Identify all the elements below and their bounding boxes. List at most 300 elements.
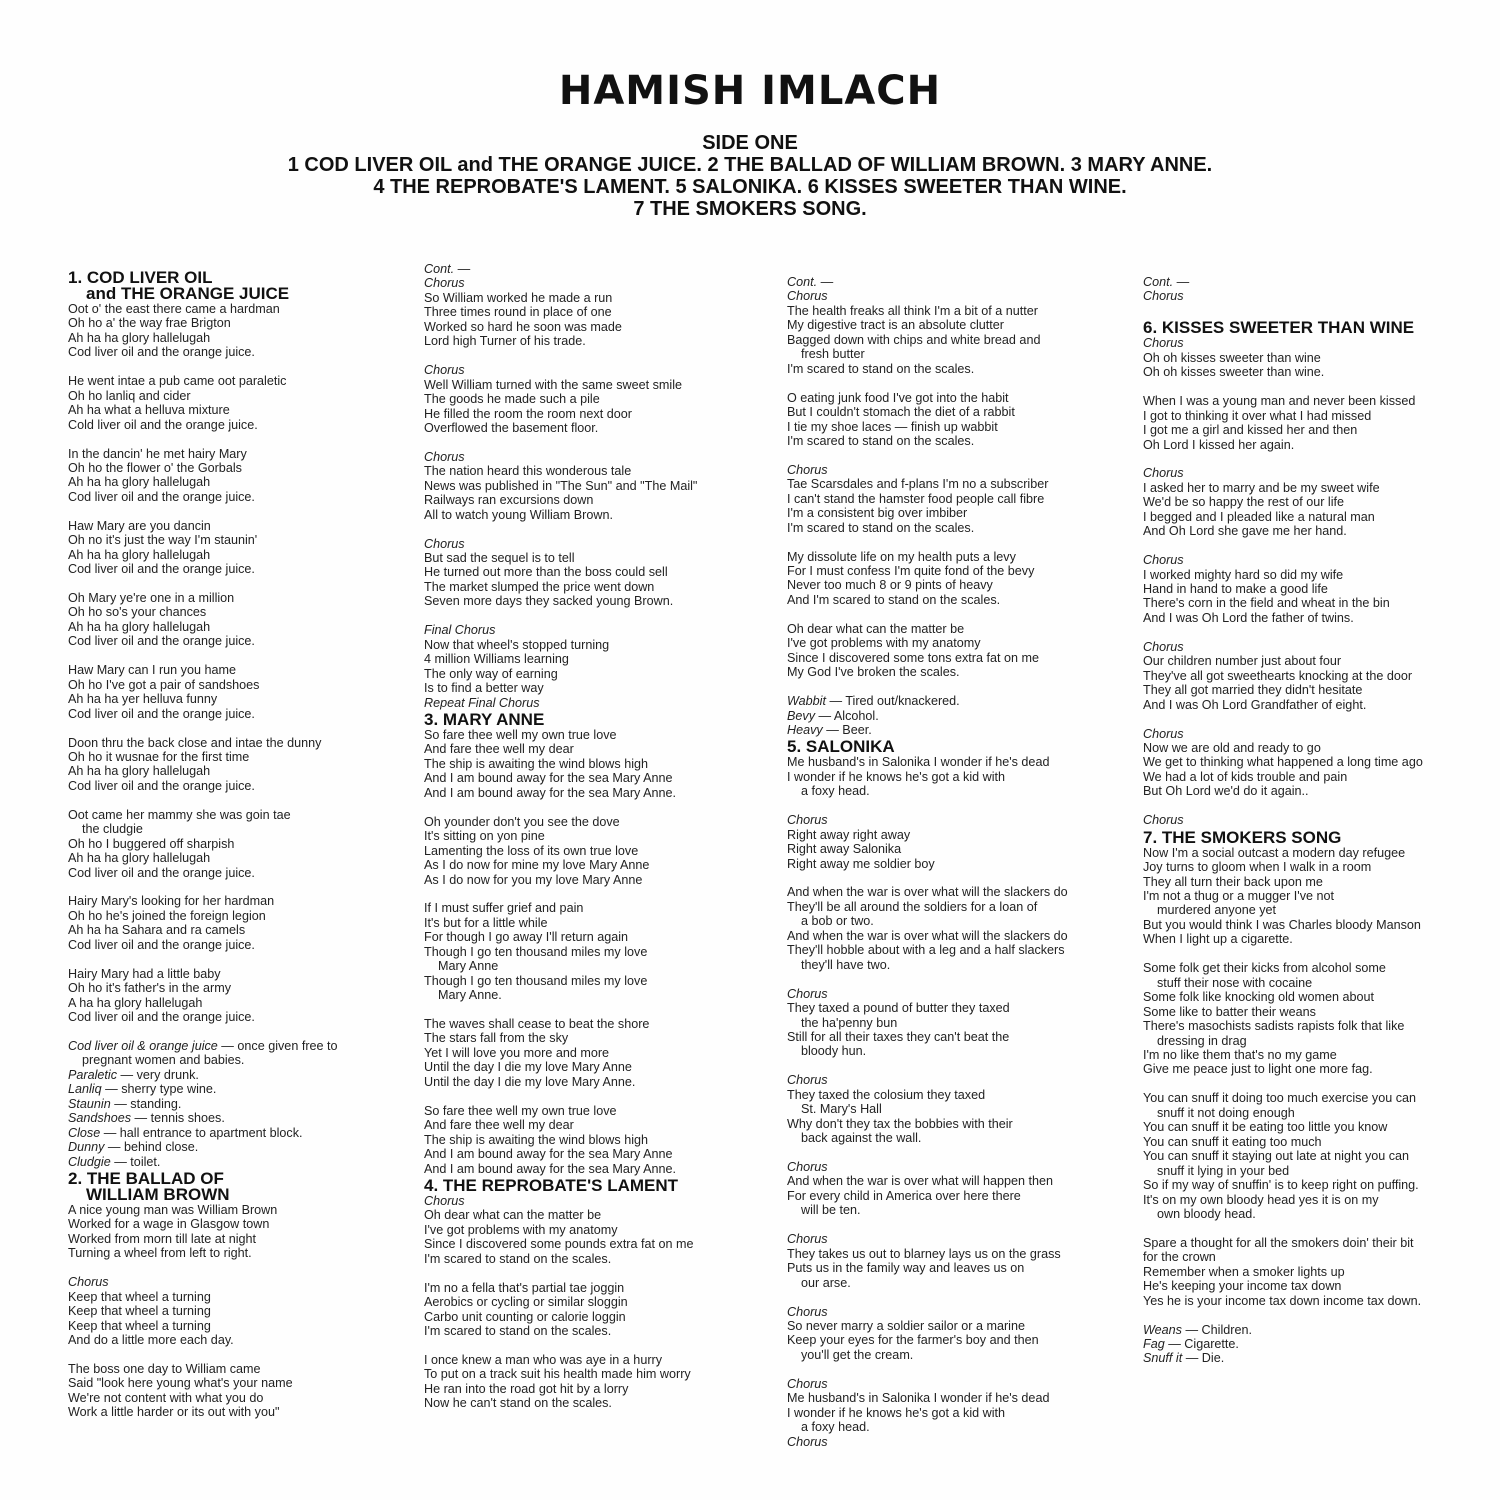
lyric-line: own bloody head. [1157,1206,1256,1221]
lyric-line: Ah ha ha glory hallelugah [68,619,211,634]
glossary-definition: — Die. [1182,1351,1225,1366]
lyric-line: A nice young man was William Brown [68,1203,278,1218]
lyric-line: We get to thinking what happened a long time ago [1143,755,1423,770]
song-title [424,1175,769,1195]
lyric-line: Oot o' the east there came a hardman [68,302,280,316]
lyric-line: Me husband's in Salonika I wonder if he's dead [787,1391,1050,1406]
stanza-gap [424,1266,769,1280]
stanza-gap [787,1059,1132,1073]
lyric-line: The ship is awaiting the wind blows high [424,756,649,771]
lyric-note: Chorus [1143,726,1184,741]
stanza-gap [424,800,769,814]
lyric-line: News was published in "The Sun" and "The Mail" [424,478,698,493]
stanza-gap [787,1218,1132,1232]
lyric-line: Until the day I die my love Mary Anne [424,1060,632,1075]
lyric-line: Ah ha ha yer helluva funny [68,692,218,707]
lyric-line: I've got problems with my anatomy [787,636,981,651]
lyric-note: Chorus [1143,289,1184,304]
lyric-line: I'm scared to stand on the scales. [424,1251,612,1266]
stanza-gap [424,887,769,901]
lyric-line: I'm no like them that's no my game [1143,1047,1337,1062]
lyric-line: Oh no it's just the way I'm staunin' [68,533,258,548]
lyric-line: Cod liver oil and the orange juice. [68,562,255,577]
lyric-line: Right away me soldier boy [787,856,935,871]
lyric-line: Aerobics or cycling or similar sloggin [424,1295,628,1310]
glossary-entry [68,1097,413,1111]
glossary-definition: — Alcohol. [815,708,879,723]
lyric-line: And when the war is over what will the slackers do [787,928,1068,943]
lyric-line: Keep that wheel a turning [68,1289,211,1304]
lyric-line: Though I go ten thousand miles my love [424,973,648,988]
lyric-line: We'd be so happy the rest of our life [1143,495,1344,510]
song-title-line: WILLIAM BROWN [86,1185,230,1205]
glossary-definition: — hall entrance to apartment block. [100,1125,303,1140]
stanza-gap [787,972,1132,986]
track-list-line: 4 THE REPROBATE'S LAMENT. 5 SALONIKA. 6 KISSES SWEETER THAN WINE. [373,176,1127,198]
stanza-gap [424,349,769,363]
lyric-line: Until the day I die my love Mary Anne. [424,1074,636,1089]
lyric-note: Chorus [787,1160,828,1175]
lyric-line: snuff it lying in your bed [1157,1163,1290,1178]
lyric-line: I wonder if he knows he's got a kid with [787,769,1006,784]
lyric-line: And I was Oh Lord the father of twins. [1143,610,1354,625]
lyric-line: Yet I will love you more and more [424,1045,610,1060]
song-title [787,739,1132,755]
lyric-line: They'll hobble about with a leg and a half slackers [787,943,1065,958]
song-title-line: 4. THE REPROBATE'S LAMENT [424,1175,679,1195]
lyric-line: the cludgie [82,822,143,837]
glossary-entry [1143,1351,1488,1365]
lyric-line: Since I discovered some pounds extra fat on me [424,1237,694,1252]
lyric-line: Puts us in the family way and leaves us on [787,1261,1025,1276]
lyric-line: Cod liver oil and the orange juice. [68,865,255,880]
lyric-line: To put on a track suit his health made him worry [424,1367,691,1382]
song-title [68,1171,413,1203]
lyric-note: Chorus [787,986,828,1001]
lyric-line: And do a little more each day. [68,1333,234,1348]
stanza-gap [68,577,413,591]
lyric-line: He turned out more than the boss could sell [424,565,668,580]
lyric-line: Lamenting the loss of its own true love [424,843,639,858]
lyric-line: I tie my shoe laces — finish up wabbit [787,419,998,434]
lyric-line: Since I discovered some tons extra fat on me [787,650,1039,665]
lyric-line: Hairy Mary had a little baby [68,966,221,981]
lyric-note: Chorus [1143,336,1184,351]
stanza-gap [68,880,413,894]
song-title-line: 1. COD LIVER OIL [68,268,213,287]
lyric-line: Is to find a better way [424,681,544,696]
lyric-line: I wonder if he knows he's got a kid with [787,1405,1006,1420]
lyric-line: Ah ha ha Sahara and ra camels [68,923,246,938]
lyric-line: A ha ha glory hallelugah [68,995,203,1010]
lyric-note: Repeat Final Chorus [424,695,540,710]
lyric-line: The market slumped the price went down [424,579,655,594]
glossary-term: Cod liver oil & orange juice [68,1038,218,1053]
stanza-gap [1143,1077,1488,1091]
track-list-line: 1 COD LIVER OIL and THE ORANGE JUICE. 2 THE BALLAD OF WILLIAM BROWN. 3 MARY ANNE. [287,154,1213,176]
lyric-note: Chorus [787,1304,828,1319]
stanza-gap [787,680,1132,694]
song-title [68,270,413,302]
lyric-line: I'm scared to stand on the scales. [787,520,975,535]
stanza-gap [68,793,413,807]
lyric-line: So fare thee well my own true love [424,727,617,742]
lyric-line: Spare a thought for all the smokers doin' their bit [1143,1235,1414,1250]
lyric-line: The nation heard this wonderous tale [424,464,632,479]
glossary-term: Wabbit [787,694,826,709]
glossary-term: Dunny [68,1140,105,1155]
lyric-line: our arse. [801,1275,851,1290]
lyric-line: Ah ha ha glory hallelugah [68,851,211,866]
lyric-line: Right away right away [787,827,911,842]
lyric-line: Keep that wheel a turning [68,1304,211,1319]
lyric-line: I asked her to marry and be my sweet wife [1143,480,1380,495]
lyric-line: Now he can't stand on the scales. [424,1396,612,1411]
lyric-note: Chorus [1143,466,1184,481]
stanza-gap [1143,452,1488,466]
lyric-line: But you would think I was Charles bloody Manson [1143,917,1421,932]
lyric-line: It's on my own bloody head yes it is on my [1143,1192,1379,1207]
glossary-entry [787,694,1132,708]
stanza-gap [68,1348,413,1362]
glossary-definition: — Cigarette. [1164,1337,1239,1351]
lyric-note: Chorus [424,449,465,464]
lyric-line: My dissolute life on my health puts a levy [787,549,1016,564]
lyric-line: Keep that wheel a turning [68,1318,211,1333]
lyric-line: They'll be all around the soldiers for a loan of [787,899,1038,914]
glossary-term: Lanliq [68,1082,102,1097]
lyric-line: Some like to batter their weans [1143,1004,1316,1019]
song-title [424,709,769,729]
lyric-line: Cod liver oil and the orange juice. [68,634,255,649]
lyric-line: For I must confess I'm quite fond of the bevy [787,564,1035,579]
song-title-line: 2. THE BALLAD OF [68,1169,224,1189]
lyric-line: The stars fall from the sky [424,1031,569,1046]
stanza-gap [1143,539,1488,553]
lyric-line: Remember when a smoker lights up [1143,1264,1345,1279]
lyric-line: So never marry a soldier sailor or a marine [787,1318,1025,1333]
lyric-line: I'm not a thug or a mugger I've not [1143,889,1335,904]
lyric-line: Oh ho it wusnae for the first time [68,749,250,764]
lyric-line: Oh ho it's father's in the army [68,981,231,996]
lyric-line: I'm scared to stand on the scales. [787,361,975,376]
lyric-line: Well William turned with the same sweet smile [424,377,683,392]
lyric-line: Oh oh kisses sweeter than wine [1143,350,1321,365]
lyric-line: bloody hun. [801,1044,867,1059]
lyric-line: Still for all their taxes they can't beat the [787,1029,1010,1044]
lyric-line: Turning a wheel from left to right. [68,1246,252,1261]
glossary-definition: — tennis shoes. [131,1111,225,1126]
lyric-line: I got to thinking it over what I had missed [1143,408,1372,423]
glossary-entry [68,1126,413,1140]
lyric-line: pregnant women and babies. [82,1053,245,1068]
lyric-line: Worked from morn till late at night [68,1231,257,1246]
lyric-line: They taxed the colosium they taxed [787,1087,986,1102]
lyric-line: fresh butter [801,347,865,362]
glossary-definition: — Children. [1181,1322,1252,1337]
lyric-line: They taxed a pound of butter they taxed [787,1001,1010,1016]
glossary-term: Snuff it [1143,1351,1183,1366]
lyric-line: Ah ha ha glory hallelugah [68,547,211,562]
lyric-line: Seven more days they sacked young Brown. [424,594,674,609]
lyric-line: My digestive tract is an absolute clutter [787,318,1004,333]
stanza-gap [424,1338,769,1352]
lyric-line: It's sitting on yon pine [424,829,545,844]
stanza-gap [68,504,413,518]
lyric-line: Some folk like knocking old women about [1143,990,1375,1005]
stanza-gap [68,360,413,374]
lyrics-column-3 [787,275,1132,1449]
lyric-note: Chorus [787,289,828,304]
lyric-line: Cold liver oil and the orange juice. [68,417,258,432]
lyric-note: Cont. — [424,262,471,276]
stanza-gap [424,609,769,623]
stanza-gap [787,376,1132,390]
stanza-gap [68,1025,413,1039]
glossary-entry [1143,1323,1488,1337]
lyric-line: Three times round in place of one [424,305,612,320]
glossary-term: Staunin [68,1096,111,1111]
stanza-gap [1143,712,1488,726]
song-title-line: 3. MARY ANNE [424,709,545,729]
lyric-line: Oh dear what can the matter be [424,1208,602,1223]
album-title: HAMISH IMLACH [558,68,942,114]
lyric-line: a foxy head. [801,1420,870,1435]
stanza-gap [68,952,413,966]
lyrics-column-4 [1143,275,1488,1366]
lyric-line: But Oh Lord we'd do it again.. [1143,784,1309,799]
lyric-note: Chorus [424,363,465,378]
stanza-gap [787,1362,1132,1376]
lyric-line: The ship is awaiting the wind blows high [424,1132,649,1147]
lyric-note: Chorus [787,1232,828,1247]
lyric-line: For though I go away I'll return again [424,930,629,945]
lyric-line: I'm a consistent big over imbiber [787,506,968,521]
lyric-line: When I was a young man and never been kissed [1143,394,1416,409]
lyric-line: Now we are old and ready to go [1143,740,1321,755]
lyric-line: Me husband's in Salonika I wonder if he's dead [787,755,1050,770]
lyric-line: And fare thee well my dear [424,742,574,757]
lyric-note: Chorus [1143,813,1184,828]
lyric-line: Bagged down with chips and white bread and [787,332,1041,347]
lyric-line: Oh younder don't you see the dove [424,814,620,829]
lyric-note: Chorus [1143,639,1184,654]
lyric-line: stuff their nose with cocaine [1157,975,1313,990]
glossary-entry [68,1155,413,1169]
lyric-line: Said "look here young what's your name [68,1376,293,1391]
lyric-line: Carbo unit counting or calorie loggin [424,1309,626,1324]
lyric-line: back against the wall. [801,1131,922,1146]
glossary-definition: — standing. [110,1096,182,1111]
lyric-line: And I am bound away for the sea Mary Anne [424,771,673,786]
lyric-line: If I must suffer grief and pain [424,901,584,916]
glossary-entry [68,1068,413,1082]
lyric-line: Cod liver oil and the orange juice. [68,489,255,504]
glossary-entry [68,1082,413,1096]
stanza-gap [1143,1221,1488,1235]
lyric-line: I'm scared to stand on the scales. [787,433,975,448]
lyric-line: All to watch young William Brown. [424,507,613,522]
glossary-term: Cludgie [68,1154,111,1169]
lyric-line: Mary Anne. [438,988,502,1003]
lyric-line: Oh Lord I kissed her again. [1143,437,1295,452]
lyric-line: Our children number just about four [1143,654,1342,669]
glossary-term: Close [68,1125,101,1140]
lyric-line: Oh ho I buggered off sharpish [68,836,235,851]
lyric-line: They takes us out to blarney lays us on the grass [787,1246,1061,1261]
stanza-gap [68,1261,413,1275]
lyric-line: But sad the sequel is to tell [424,551,575,566]
lyric-line: Overflowed the basement floor. [424,420,599,435]
lyric-note: Chorus [424,536,465,551]
lyric-line: Haw Mary are you dancin [68,518,211,533]
lyric-line: You can snuff it be eating too little you know [1143,1120,1388,1135]
lyric-line: for the crown [1143,1250,1216,1265]
lyric-line: When I light up a cigarette. [1143,932,1293,947]
lyric-line: And I'm scared to stand on the scales. [787,592,1001,607]
lyric-line: Now I'm a social outcast a modern day refugee [1143,845,1406,860]
track-list-line: 7 THE SMOKERS SONG. [633,198,867,220]
lyric-line: Never too much 8 or 9 pints of heavy [787,578,993,593]
lyric-line: Oh ho he's joined the foreign legion [68,908,266,923]
lyric-line: Oh Mary ye're one in a million [68,591,235,605]
lyric-line: snuff it not doing enough [1157,1105,1295,1120]
stanza-gap [1143,304,1488,318]
lyric-line: Keep your eyes for the farmer's boy and then [787,1333,1039,1348]
lyric-line: They all turn their back upon me [1143,874,1323,889]
lyric-line: Some folk get their kicks from alcohol some [1143,961,1386,976]
lyric-note: Chorus [787,813,828,828]
stanza-gap [68,721,413,735]
lyric-line: The only way of earning [424,666,558,681]
glossary-definition: — behind close. [104,1140,199,1155]
lyric-line: 4 million Williams learning [424,652,569,667]
lyric-line: We had a lot of kids trouble and pain [1143,769,1348,784]
lyric-line: And I am bound away for the sea Mary Anne. [424,1161,677,1176]
glossary-term: Sandshoes [68,1111,132,1126]
lyric-line: Now that wheel's stopped turning [424,637,610,652]
lyric-line: they'll have two. [801,957,891,972]
lyric-line: I can't stand the hamster food people call fibre [787,491,1045,506]
lyric-line: murdered anyone yet [1157,903,1277,918]
lyric-line: We're not content with what you do [68,1390,264,1405]
lyric-line: I once knew a man who was aye in a hurry [424,1352,663,1367]
lyric-line: The waves shall cease to beat the shore [424,1017,650,1031]
lyric-line: Cod liver oil and the orange juice. [68,937,255,952]
stanza-gap [787,1146,1132,1160]
stanza-gap [68,649,413,663]
lyric-line: Hand in hand to make a good life [1143,582,1328,596]
lyric-line: Cod liver oil and the orange juice. [68,345,255,360]
lyric-line: Oh ho I've got a pair of sandshoes [68,677,260,692]
song-title-line: 7. THE SMOKERS SONG [1143,827,1342,847]
lyric-line: Oh ho the flower o' the Gorbals [68,460,242,475]
stanza-gap [1143,380,1488,394]
lyric-line: Right away Salonika [787,842,902,857]
stanza-gap [424,1089,769,1103]
song-title-line: 5. SALONIKA [787,737,895,757]
lyric-line: Joy turns to gloom when I walk in a room [1143,860,1372,875]
song-title [1143,320,1488,336]
glossary-entry [787,723,1132,737]
lyric-line: So fare thee well my own true love [424,1103,617,1118]
lyric-line: Hairy Mary's looking for her hardman [68,894,275,909]
lyric-line: Oh ho a' the way frae Brigton [68,316,231,331]
lyric-line: Worked for a wage in Glasgow town [68,1217,270,1232]
lyric-line: As I do now for mine my love Mary Anne [424,858,650,873]
side-heading: SIDE ONE [702,132,798,154]
lyric-line: For every child in America over here there [787,1188,1021,1203]
lyric-line: He filled the room the room next door [424,406,632,421]
lyric-note: Chorus [1143,553,1184,568]
lyric-line: I'm scared to stand on the scales. [424,1324,612,1339]
lyric-line: There's corn in the field and wheat in the bin [1143,596,1390,611]
lyric-line: Worked so hard he soon was made [424,319,622,334]
lyric-line: And I am bound away for the sea Mary Anne [424,1147,673,1162]
glossary-definition: — very drunk. [117,1067,199,1082]
lyric-line: The goods he made such a pile [424,392,600,407]
lyric-line: They all got married they didn't hesitate [1143,683,1363,698]
lyric-note: Chorus [424,1193,465,1208]
glossary-definition: — Tired out/knackered. [825,694,960,709]
lyric-note: Cont. — [787,275,834,289]
stanza-gap [1143,625,1488,639]
lyric-line: So if my way of snuffin' is to keep right on puffing. [1143,1178,1419,1193]
lyric-note: Chorus [787,1073,828,1088]
lyric-line: O eating junk food I've got into the habit [787,390,1009,405]
lyric-line: Ah ha what a helluva mixture [68,403,230,418]
lyric-line: Yes he is your income tax down income tax down. [1143,1293,1422,1308]
lyric-line: a bob or two. [801,914,874,929]
lyric-line: Cod liver oil and the orange juice. [68,706,255,721]
glossary-definition: — Beer. [822,722,872,737]
stanza-gap [424,435,769,449]
lyric-line: Tae Scarsdales and f-plans I'm no a subscriber [787,477,1049,492]
lyric-note: Chorus [787,1434,828,1449]
lyric-line: And I am bound away for the sea Mary Anne. [424,785,677,800]
stanza-gap [1143,1308,1488,1322]
glossary-entry [787,709,1132,723]
lyric-line: Railways ran excursions down [424,493,594,508]
stanza-gap [424,522,769,536]
lyric-line: Cod liver oil and the orange juice. [68,1010,255,1025]
glossary-term: Fag [1143,1337,1165,1351]
lyric-line: It's but for a little while [424,915,548,930]
stanza-gap [1143,947,1488,961]
lyric-line: Ah ha ha glory hallelugah [68,764,211,779]
lyric-line: He went intae a pub came oot paraletic [68,374,287,389]
lyric-line: I worked mighty hard so did my wife [1143,567,1344,582]
lyric-line: Oh ho so's your chances [68,605,207,620]
glossary-definition: — toilet. [110,1154,161,1169]
glossary-entry [1143,1337,1488,1351]
stanza-gap [787,535,1132,549]
lyric-line: I'm no a fella that's partial tae joggin [424,1280,625,1295]
lyric-line: Mary Anne [438,959,499,974]
lyric-line: Oot came her mammy she was goin tae [68,807,291,822]
track-listing [0,132,1500,220]
lyric-line: Oh oh kisses sweeter than wine. [1143,365,1325,380]
lyric-line: As I do now for you my love Mary Anne [424,872,643,887]
lyric-line: Why don't they tax the bobbies with their [787,1116,1013,1131]
lyric-line: And Oh Lord she gave me her hand. [1143,524,1347,539]
lyric-line: He's keeping your income tax down [1143,1279,1342,1294]
lyrics-column-2 [424,262,769,1411]
stanza-gap [68,432,413,446]
lyric-line: Oh ho lanliq and cider [68,388,191,403]
lyric-note: Chorus [787,1376,828,1391]
lyric-note: Chorus [424,276,465,291]
